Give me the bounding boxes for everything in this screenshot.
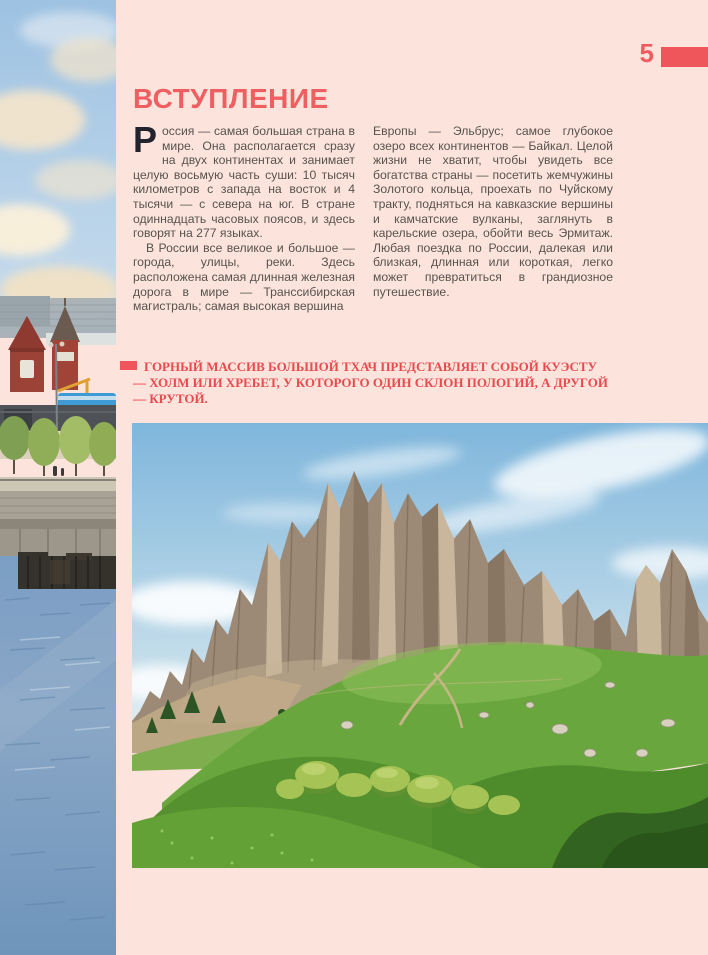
dropcap: Р [133, 119, 158, 160]
text-column-1 [133, 119, 355, 314]
embankment-wall [0, 477, 116, 559]
intro-paragraph-2: В России все великое и большое — города, улицы, реки. Здесь расположена самая длинная железная дорога в мире — Транссибирская магистраль; самая высокая вершина [133, 240, 355, 314]
left-strip-photo [0, 0, 116, 955]
wooden-pilings [18, 552, 116, 589]
intro-paragraph-1 [133, 119, 355, 241]
caption-marker [120, 361, 137, 370]
intro-paragraph-1-text: оссия — самая большая страна в мире. Она располагается сразу на двух континентах и занимает целую восьмую часть суши: 10 тысяч километров с запада на восток и 4 тысячи — с севера на юг. В стране одиннадцать часовых поясов, и здесь говорят на 277 языках. [133, 124, 355, 241]
photo-caption [133, 359, 612, 406]
photo-caption-text: ГОРНЫЙ МАССИВ БОЛЬШОЙ ТХАЧ ПРЕДСТАВЛЯЕТ СОБОЙ КУЭСТУ — ХОЛМ ИЛИ ХРЕБЕТ, У КОТОРОГО ОДИН СКЛОН ПОЛОГИЙ, А ДРУГОЙ — КРУТОЙ. [133, 359, 608, 406]
main-photo [132, 423, 708, 868]
text-column-2 [373, 124, 613, 299]
embankment-photo-illustration [0, 0, 116, 955]
mountain-photo-illustration [132, 423, 708, 868]
page-title: ВСТУПЛЕНИЕ [133, 83, 329, 114]
page-number: 5 [639, 38, 654, 68]
intro-paragraph-2-continued: Европы — Эльбрус; самое глубокое озеро всех континентов — Байкал. Целой жизни не хватит, чтобы увидеть все богатства страны — посетить жемчужины Золотого кольца, проехать по Чуйскому тракту, подняться на кавказские вершины и камчатские вулканы, заглянуть в карельские озера, обойти весь Эрмитаж. Любая поездка по России, далекая или близкая, длинная или короткая, легко может превратиться в грандиозное путешествие. [373, 124, 613, 299]
accent-bar [661, 47, 708, 67]
